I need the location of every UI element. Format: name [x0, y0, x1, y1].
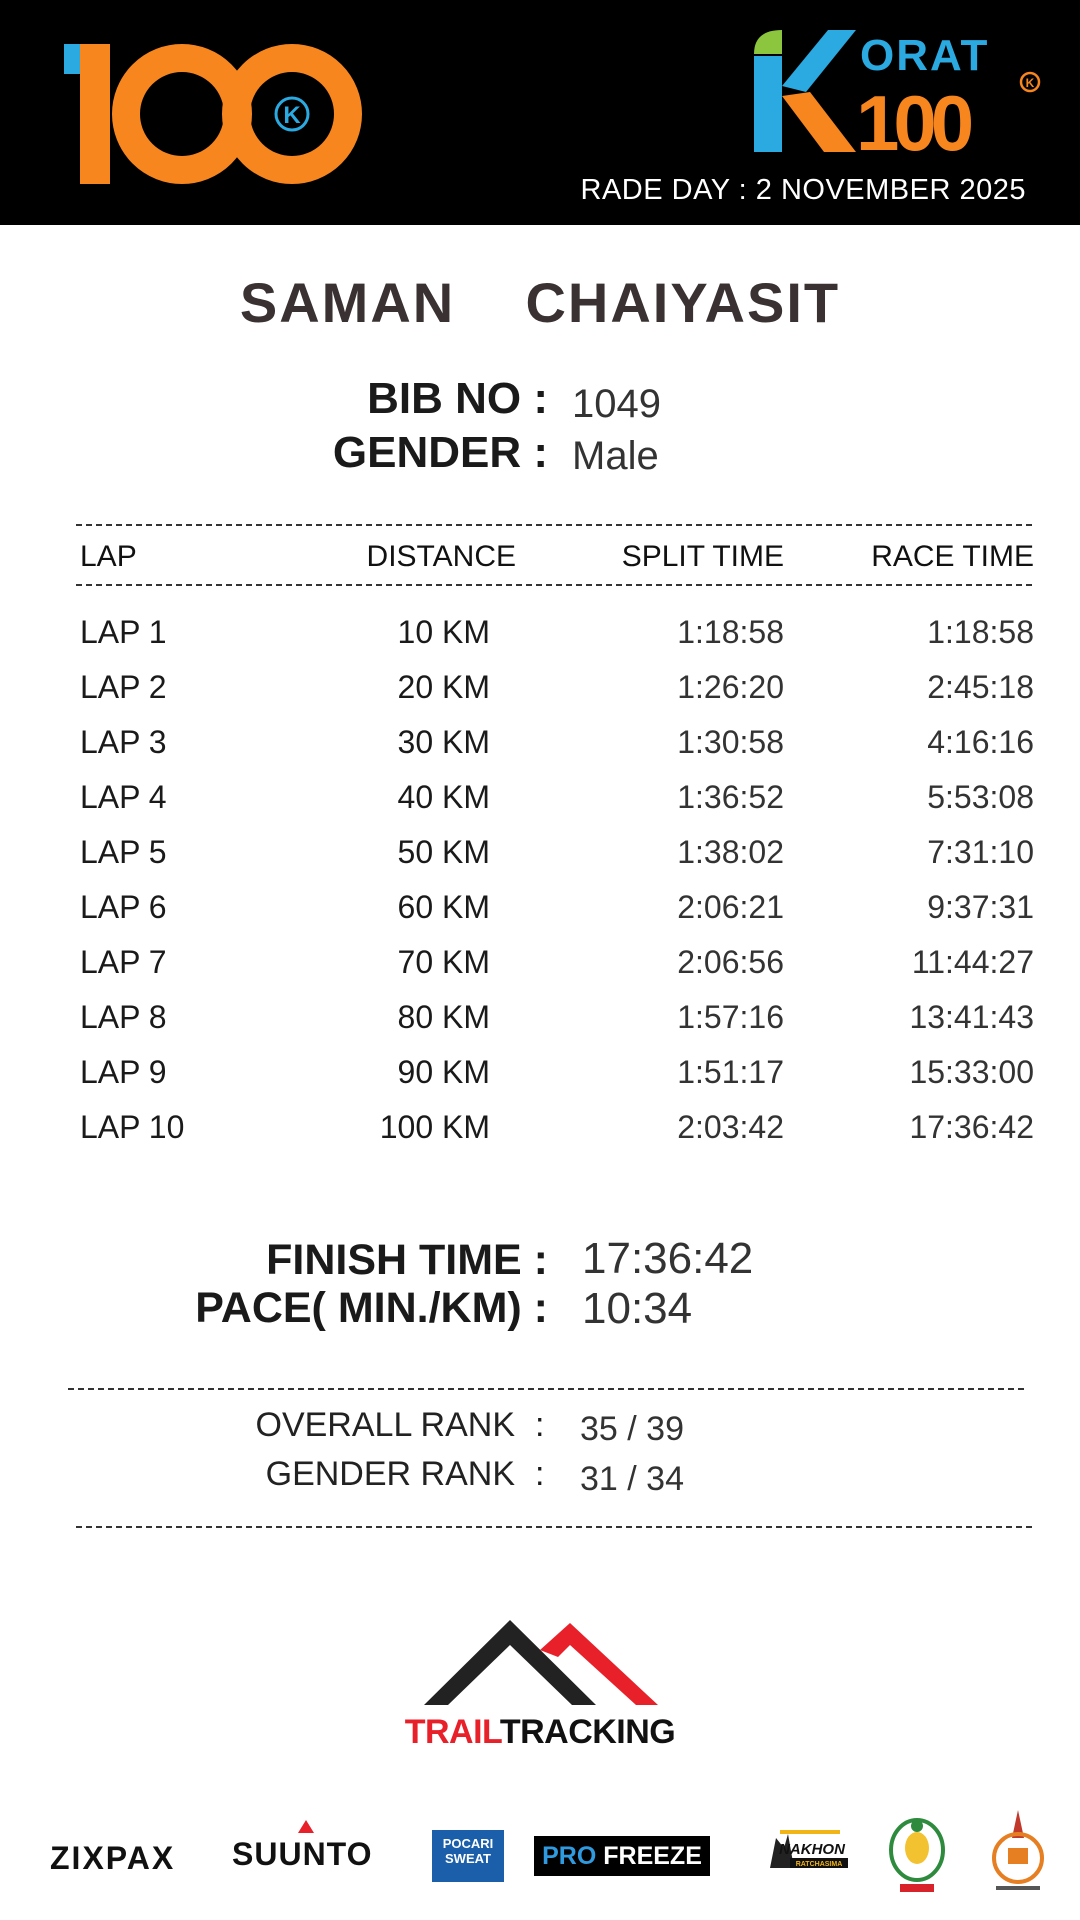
overall-rank-label: OVERALL RANK: [255, 1406, 515, 1444]
table-row: [0, 944, 1080, 999]
table-row: [0, 724, 1080, 779]
lap-cell: LAP 7: [80, 944, 167, 980]
table-row: [0, 779, 1080, 834]
event-100k-logo: [64, 40, 364, 190]
race-time-cell: 9:37:31: [927, 889, 1034, 925]
split-time-cell: 1:30:58: [677, 724, 784, 760]
suunto-logo: SUUNTO: [232, 1836, 373, 1872]
rank-top-divider: [68, 1388, 1024, 1390]
distance-cell: 70 KM: [397, 944, 490, 980]
suunto-triangle-icon: [298, 1820, 314, 1833]
svg-text:RATCHASIMA: RATCHASIMA: [795, 1861, 843, 1868]
lap-cell: LAP 10: [80, 1109, 185, 1145]
header-banner: [0, 0, 1080, 225]
distance-cell: 100 KM: [379, 1109, 490, 1145]
split-time-cell: 1:26:20: [677, 669, 784, 705]
table-row: [0, 669, 1080, 724]
gender-rank-value: 31 / 34: [580, 1460, 684, 1498]
runner-name: SAMAN CHAIYASIT: [239, 271, 841, 334]
col-header-split-time: SPLIT TIME: [621, 540, 784, 573]
distance-cell: 90 KM: [397, 1054, 490, 1090]
split-time-cell: 1:51:17: [677, 1054, 784, 1090]
table-top-divider: [76, 524, 1032, 526]
svg-text:K: K: [1025, 76, 1035, 90]
race-time-cell: 11:44:27: [911, 944, 1034, 980]
race-time-cell: 4:16:16: [927, 724, 1034, 760]
split-time-cell: 2:06:56: [677, 944, 784, 980]
svg-text:K: K: [283, 102, 301, 129]
svg-text:100: 100: [856, 79, 969, 156]
lap-cell: LAP 2: [80, 669, 167, 705]
lap-cell: LAP 9: [80, 1054, 167, 1090]
provincial-seal-icon: [886, 1812, 948, 1896]
pocari-line-1: POCARI: [442, 1836, 494, 1851]
rank-bottom-divider: [76, 1526, 1032, 1528]
pro-freeze-logo: [534, 1836, 710, 1876]
pocari-line-2: SWEAT: [445, 1851, 491, 1866]
distance-cell: 50 KM: [397, 834, 490, 870]
race-time-cell: 15:33:00: [909, 1054, 1034, 1090]
table-row: [0, 834, 1080, 889]
gender-rank-colon: :: [535, 1455, 545, 1493]
distance-cell: 30 KM: [397, 724, 490, 760]
distance-cell: 20 KM: [397, 669, 490, 705]
split-time-cell: 1:57:16: [677, 999, 784, 1035]
distance-cell: 40 KM: [397, 779, 490, 815]
distance-cell: 80 KM: [397, 999, 490, 1035]
zixpax-logo: ZIXPAX: [50, 1840, 176, 1876]
freeze-word: FREEZE: [603, 1842, 702, 1870]
svg-text:NAKHON: NAKHON: [779, 1841, 845, 1858]
race-time-cell: 5:53:08: [927, 779, 1034, 815]
gender-rank-label: GENDER RANK: [265, 1455, 515, 1493]
split-time-cell: 1:36:52: [677, 779, 784, 815]
pocari-sweat-logo: [432, 1830, 504, 1882]
municipal-seal-icon: [988, 1808, 1048, 1896]
pace-value: 10:34: [582, 1284, 693, 1333]
bib-value: 1049: [572, 382, 661, 426]
overall-rank-colon: :: [535, 1406, 545, 1444]
col-header-lap: LAP: [80, 540, 137, 573]
korat-100-logo: [752, 26, 1042, 156]
finish-time-value: 17:36:42: [582, 1234, 754, 1283]
finish-time-label: FINISH TIME :: [266, 1236, 548, 1284]
race-time-cell: 2:45:18: [927, 669, 1034, 705]
table-row: [0, 614, 1080, 669]
table-header-divider: [76, 584, 1032, 586]
distance-cell: 10 KM: [397, 614, 490, 650]
lap-cell: LAP 3: [80, 724, 167, 760]
trail-word: TRAIL: [404, 1713, 500, 1751]
pace-label: PACE( MIN./KM) :: [195, 1284, 548, 1332]
race-time-cell: 1:18:58: [927, 614, 1034, 650]
gender-label: GENDER :: [332, 428, 548, 477]
gender-value: Male: [572, 434, 659, 478]
split-time-cell: 2:06:21: [677, 889, 784, 925]
trailtracking-wordmark: [0, 1713, 1080, 1752]
split-time-cell: 1:38:02: [677, 834, 784, 870]
race-time-cell: 13:41:43: [909, 999, 1034, 1035]
table-row: [0, 1109, 1080, 1164]
lap-cell: LAP 5: [80, 834, 167, 870]
distance-cell: 60 KM: [397, 889, 490, 925]
table-row: [0, 999, 1080, 1054]
nakhon-ratchasima-logo: [762, 1824, 850, 1880]
split-time-cell: 1:18:58: [677, 614, 784, 650]
lap-cell: LAP 6: [80, 889, 167, 925]
svg-text:ORAT: ORAT: [860, 31, 990, 80]
race-time-cell: 7:31:10: [927, 834, 1034, 870]
lap-cell: LAP 1: [80, 614, 167, 650]
race-time-cell: 17:36:42: [909, 1109, 1034, 1145]
bib-label: BIB NO :: [367, 374, 548, 423]
overall-rank-value: 35 / 39: [580, 1410, 684, 1448]
table-row: [0, 1054, 1080, 1109]
pro-word: PRO: [542, 1842, 597, 1870]
col-header-distance: DISTANCE: [366, 540, 516, 573]
lap-cell: LAP 4: [80, 779, 167, 815]
race-day-label: RADE DAY : 2 NOVEMBER 2025: [580, 174, 1026, 206]
table-row: [0, 889, 1080, 944]
col-header-race-time: RACE TIME: [871, 540, 1034, 573]
lap-cell: LAP 8: [80, 999, 167, 1035]
split-time-cell: 2:03:42: [677, 1109, 784, 1145]
tracking-word: TRACKING: [499, 1713, 676, 1751]
